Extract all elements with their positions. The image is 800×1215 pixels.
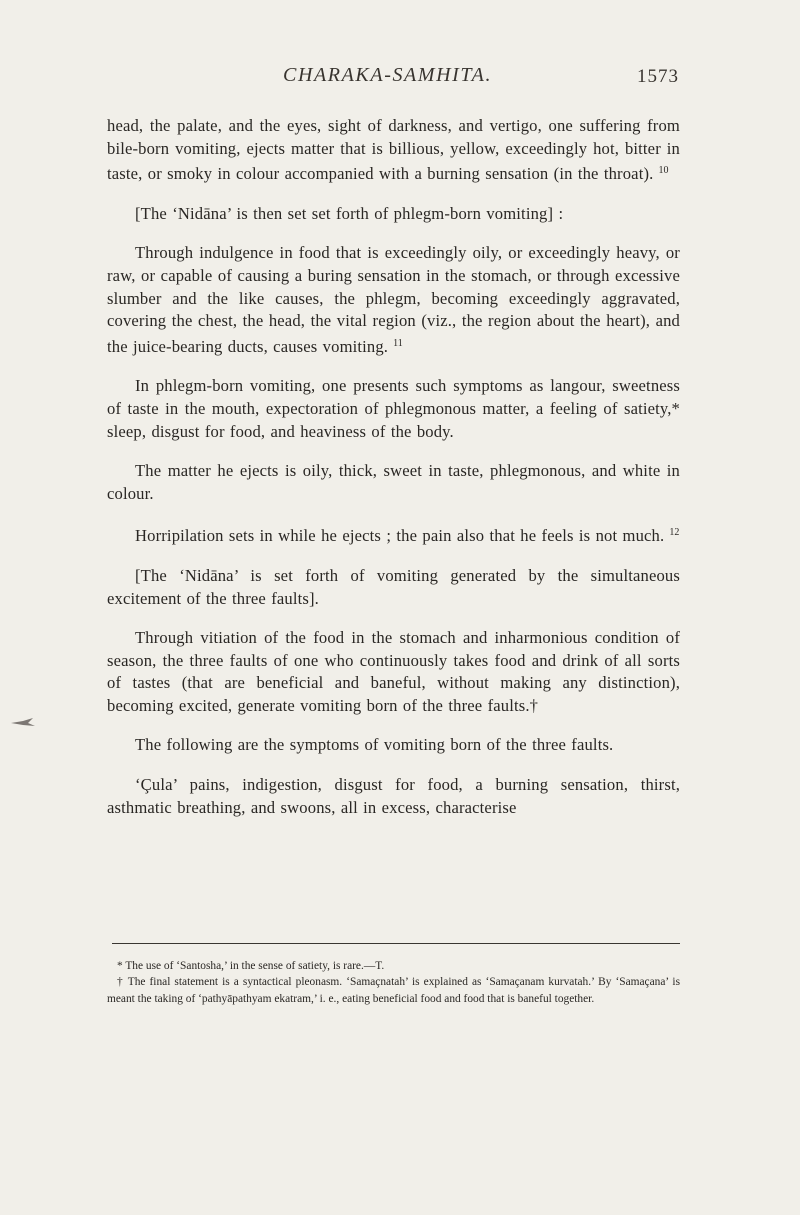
paragraph-5-text: The matter he ejects is oily, thick, sweet in taste, phlegmonous, and white in colour. bbox=[107, 461, 680, 503]
margin-pointer-icon bbox=[9, 716, 37, 730]
footnote-2: † The final statement is a syntactical pleonasm. ‘Samaçnatah’ is explained as ‘Samaçanam kurvatah.’ By ‘Samaçana’ is meant the taking of ‘pathyāpathyam ekatram,’ i. e., eating beneficial food and food that is baneful together. bbox=[107, 976, 680, 1005]
paragraph-10-text: ‘Çula’ pains, indigestion, disgust for food, a burning sensation, thirst, asthmatic breathing, and swoons, all in excess, characterise bbox=[107, 775, 680, 817]
paragraph-1 bbox=[107, 115, 680, 186]
paragraph-10 bbox=[107, 774, 680, 819]
main-text bbox=[107, 115, 680, 836]
verse-number-10: 10 bbox=[658, 165, 669, 177]
footnote-divider bbox=[112, 943, 680, 944]
paragraph-8 bbox=[107, 627, 680, 717]
paragraph-5 bbox=[107, 460, 680, 505]
paragraph-9-text: The following are the symptoms of vomiting born of the three faults. bbox=[135, 735, 614, 755]
verse-number-11: 11 bbox=[393, 337, 403, 349]
running-title: CHARAKA-SAMHITA. bbox=[283, 64, 493, 86]
page-number: 1573 bbox=[637, 66, 679, 87]
footnotes bbox=[107, 958, 680, 1007]
footnote-1: * The use of ‘Santosha,’ in the sense of satiety, is rare.—T. bbox=[117, 960, 385, 972]
paragraph-6-text: Horripilation sets in while he ejects ; the pain also that he feels is not much. bbox=[135, 526, 665, 546]
verse-number-12: 12 bbox=[669, 527, 680, 539]
paragraph-4 bbox=[107, 375, 680, 443]
paragraph-8-text: Through vitiation of the food in the stomach and inharmonious condition of season, the three faults of one who continuously takes food and drink of all sorts of tastes (that are beneficial and baneful, without making any distinction), becoming excited, generate vomiting born of the three faults.† bbox=[107, 628, 680, 715]
paragraph-2-text: [The ‘Nidāna’ is then set set forth of phlegm-born vomiting] : bbox=[135, 203, 564, 223]
paragraph-4-text: In phlegm-born vomiting, one presents such symptoms as langour, sweetness of taste in the mouth, expectoration of phlegmonous matter, a feeling of satiety,* sleep, disgust for food, and heaviness of the body. bbox=[107, 376, 680, 441]
running-head bbox=[0, 64, 800, 94]
paragraph-7 bbox=[107, 565, 680, 610]
paragraph-3-text: Through indulgence in food that is exceedingly oily, or exceedingly heavy, or raw, or capable of causing a buring sensation in the stomach, or through excessive slumber and the like causes, the phlegm, becoming exceedingly aggravated, covering the chest, the head, the vital region (viz., the region about the heart), and the juice-bearing ducts, causes vomiting. bbox=[107, 243, 680, 356]
paragraph-7-text: [The ‘Nidāna’ is set forth of vomiting generated by the simultaneous excitement of the three faults]. bbox=[107, 565, 680, 608]
paragraph-2 bbox=[107, 203, 680, 226]
paragraph-9 bbox=[107, 734, 680, 757]
paragraph-1-text: head, the palate, and the eyes, sight of darkness, and vertigo, one suffering from bile-born vomiting, ejects matter that is billious, yellow, exceedingly hot, bitter in taste, or smoky in colour accompanied with a burning sensation (in the throat). bbox=[107, 116, 680, 184]
paragraph-6 bbox=[107, 522, 680, 548]
paragraph-3 bbox=[107, 242, 680, 358]
